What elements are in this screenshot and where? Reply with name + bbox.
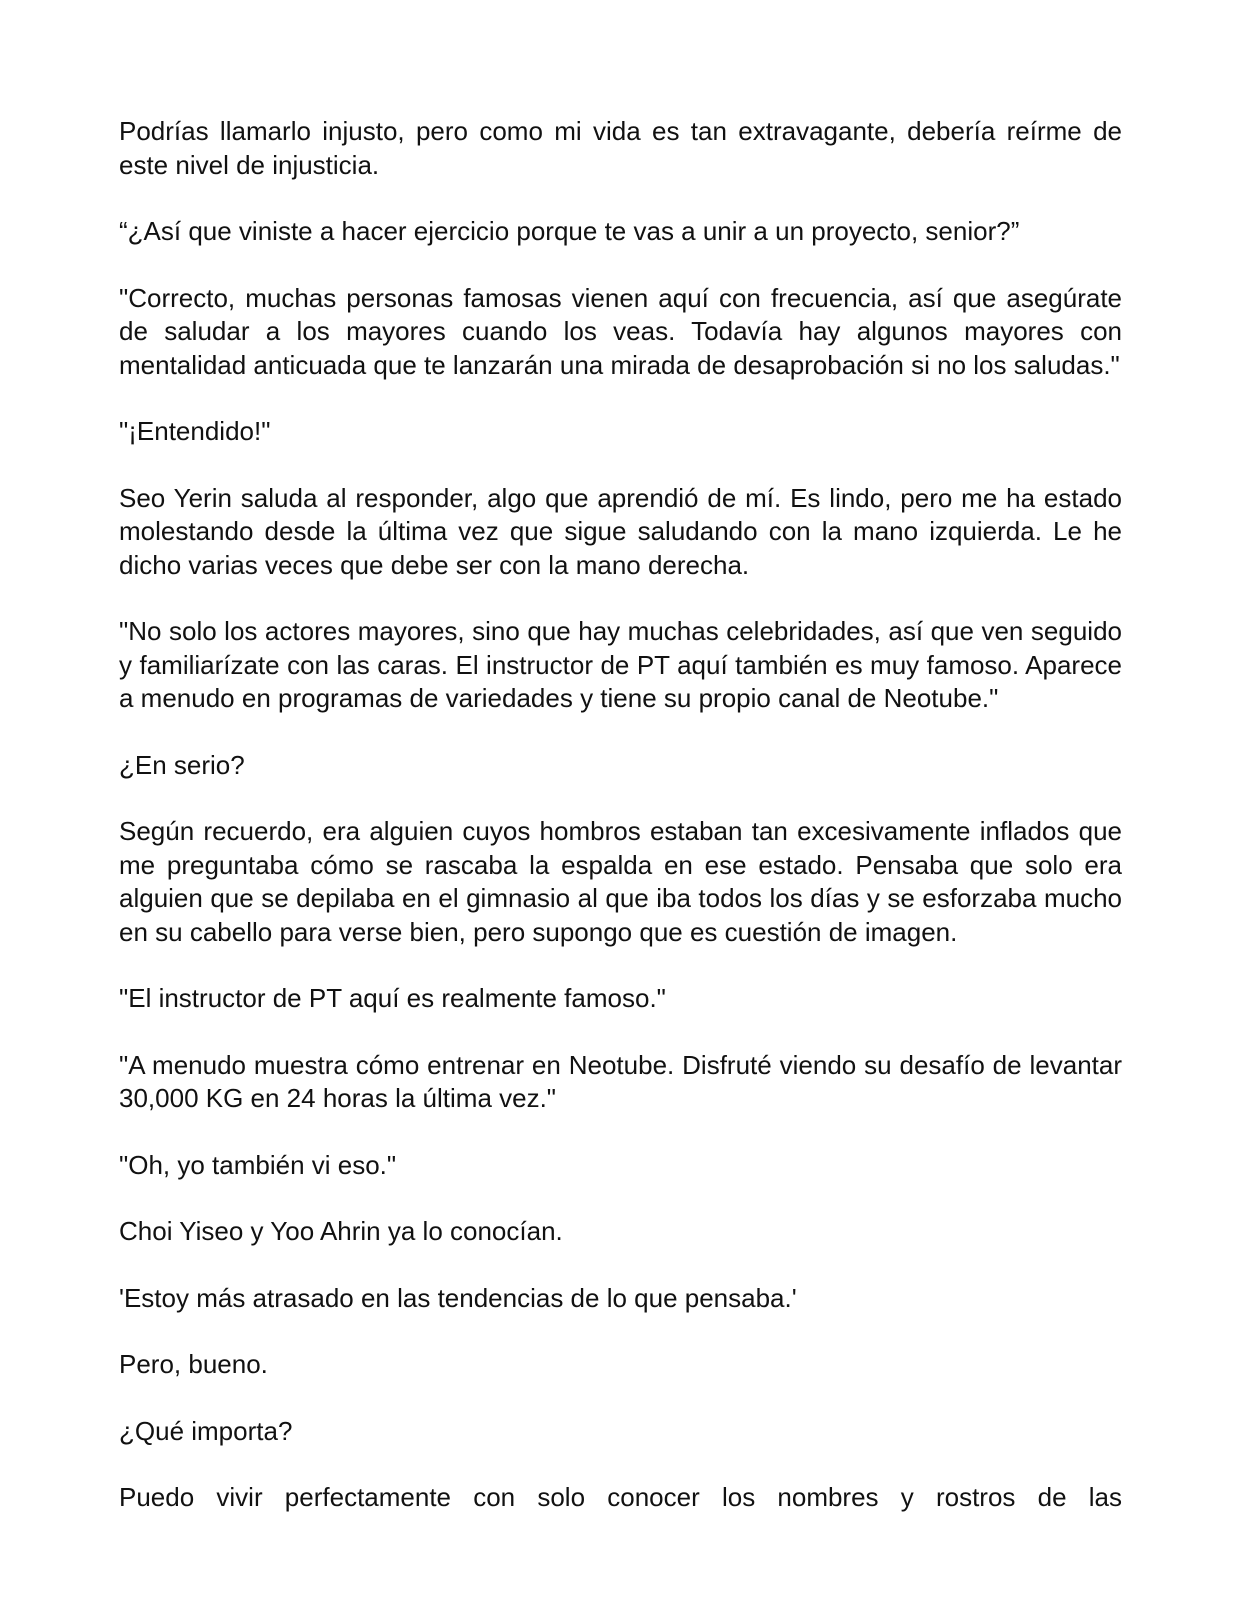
- paragraph: “¿Así que viniste a hacer ejercicio porque te vas a unir a un proyecto, senior?”: [119, 216, 1020, 246]
- paragraph: ¿Qué importa?: [119, 1415, 293, 1446]
- paragraph: "Oh, yo también vi eso.": [119, 1149, 397, 1180]
- paragraph: 'Estoy más atrasado en las tendencias de lo que pensaba.': [119, 1282, 797, 1313]
- paragraph: Podrías llamarlo injusto, pero como mi vida es tan extravagante, debería reírme de este nivel de injusticia.: [119, 116, 1122, 180]
- paragraph: Pero, bueno.: [119, 1349, 268, 1379]
- paragraph: Choi Yiseo y Yoo Ahrin ya lo conocían.: [119, 1216, 563, 1246]
- document-body: [119, 115, 1122, 1548]
- paragraph: "Correcto, muchas personas famosas vienen aquí con frecuencia, así que asegúrate de saludar a los mayores cuando los veas. Todavía hay algunos mayores con mentalidad anticuada que te lanzarán una mirada de desaprobación si no los saludas.": [119, 282, 1122, 380]
- paragraph: "El instructor de PT aquí es realmente famoso.": [119, 983, 666, 1013]
- paragraph: Según recuerdo, era alguien cuyos hombros estaban tan excesivamente inflados que me preguntaba cómo se rascaba la espalda en ese estado. Pensaba que solo era alguien que se depilaba en el gimnasio al que iba todos los días y se esforzaba mucho en su cabello para verse bien, pero supongo que es cuestión de imagen.: [119, 816, 1122, 947]
- paragraph: ¿En serio?: [119, 749, 245, 780]
- paragraph: "¡Entendido!": [119, 416, 271, 446]
- paragraph: "No solo los actores mayores, sino que hay muchas celebridades, así que ven seguido y familiarízate con las caras. El instructor de PT aquí también es muy famoso. Aparece a menudo en programas de variedades y tiene su propio canal de Neotube.": [119, 616, 1122, 713]
- paragraph: "A menudo muestra cómo entrenar en Neotube. Disfruté viendo su desafío de levantar 30,000 KG en 24 horas la última vez.": [119, 1049, 1122, 1113]
- paragraph: Puedo vivir perfectamente con solo conocer los nombres y rostros de las: [119, 1482, 1122, 1512]
- paragraph: Seo Yerin saluda al responder, algo que aprendió de mí. Es lindo, pero me ha estado molestando desde la última vez que sigue saludando con la mano izquierda. Le he dicho varias veces que debe ser con la mano derecha.: [119, 482, 1122, 580]
